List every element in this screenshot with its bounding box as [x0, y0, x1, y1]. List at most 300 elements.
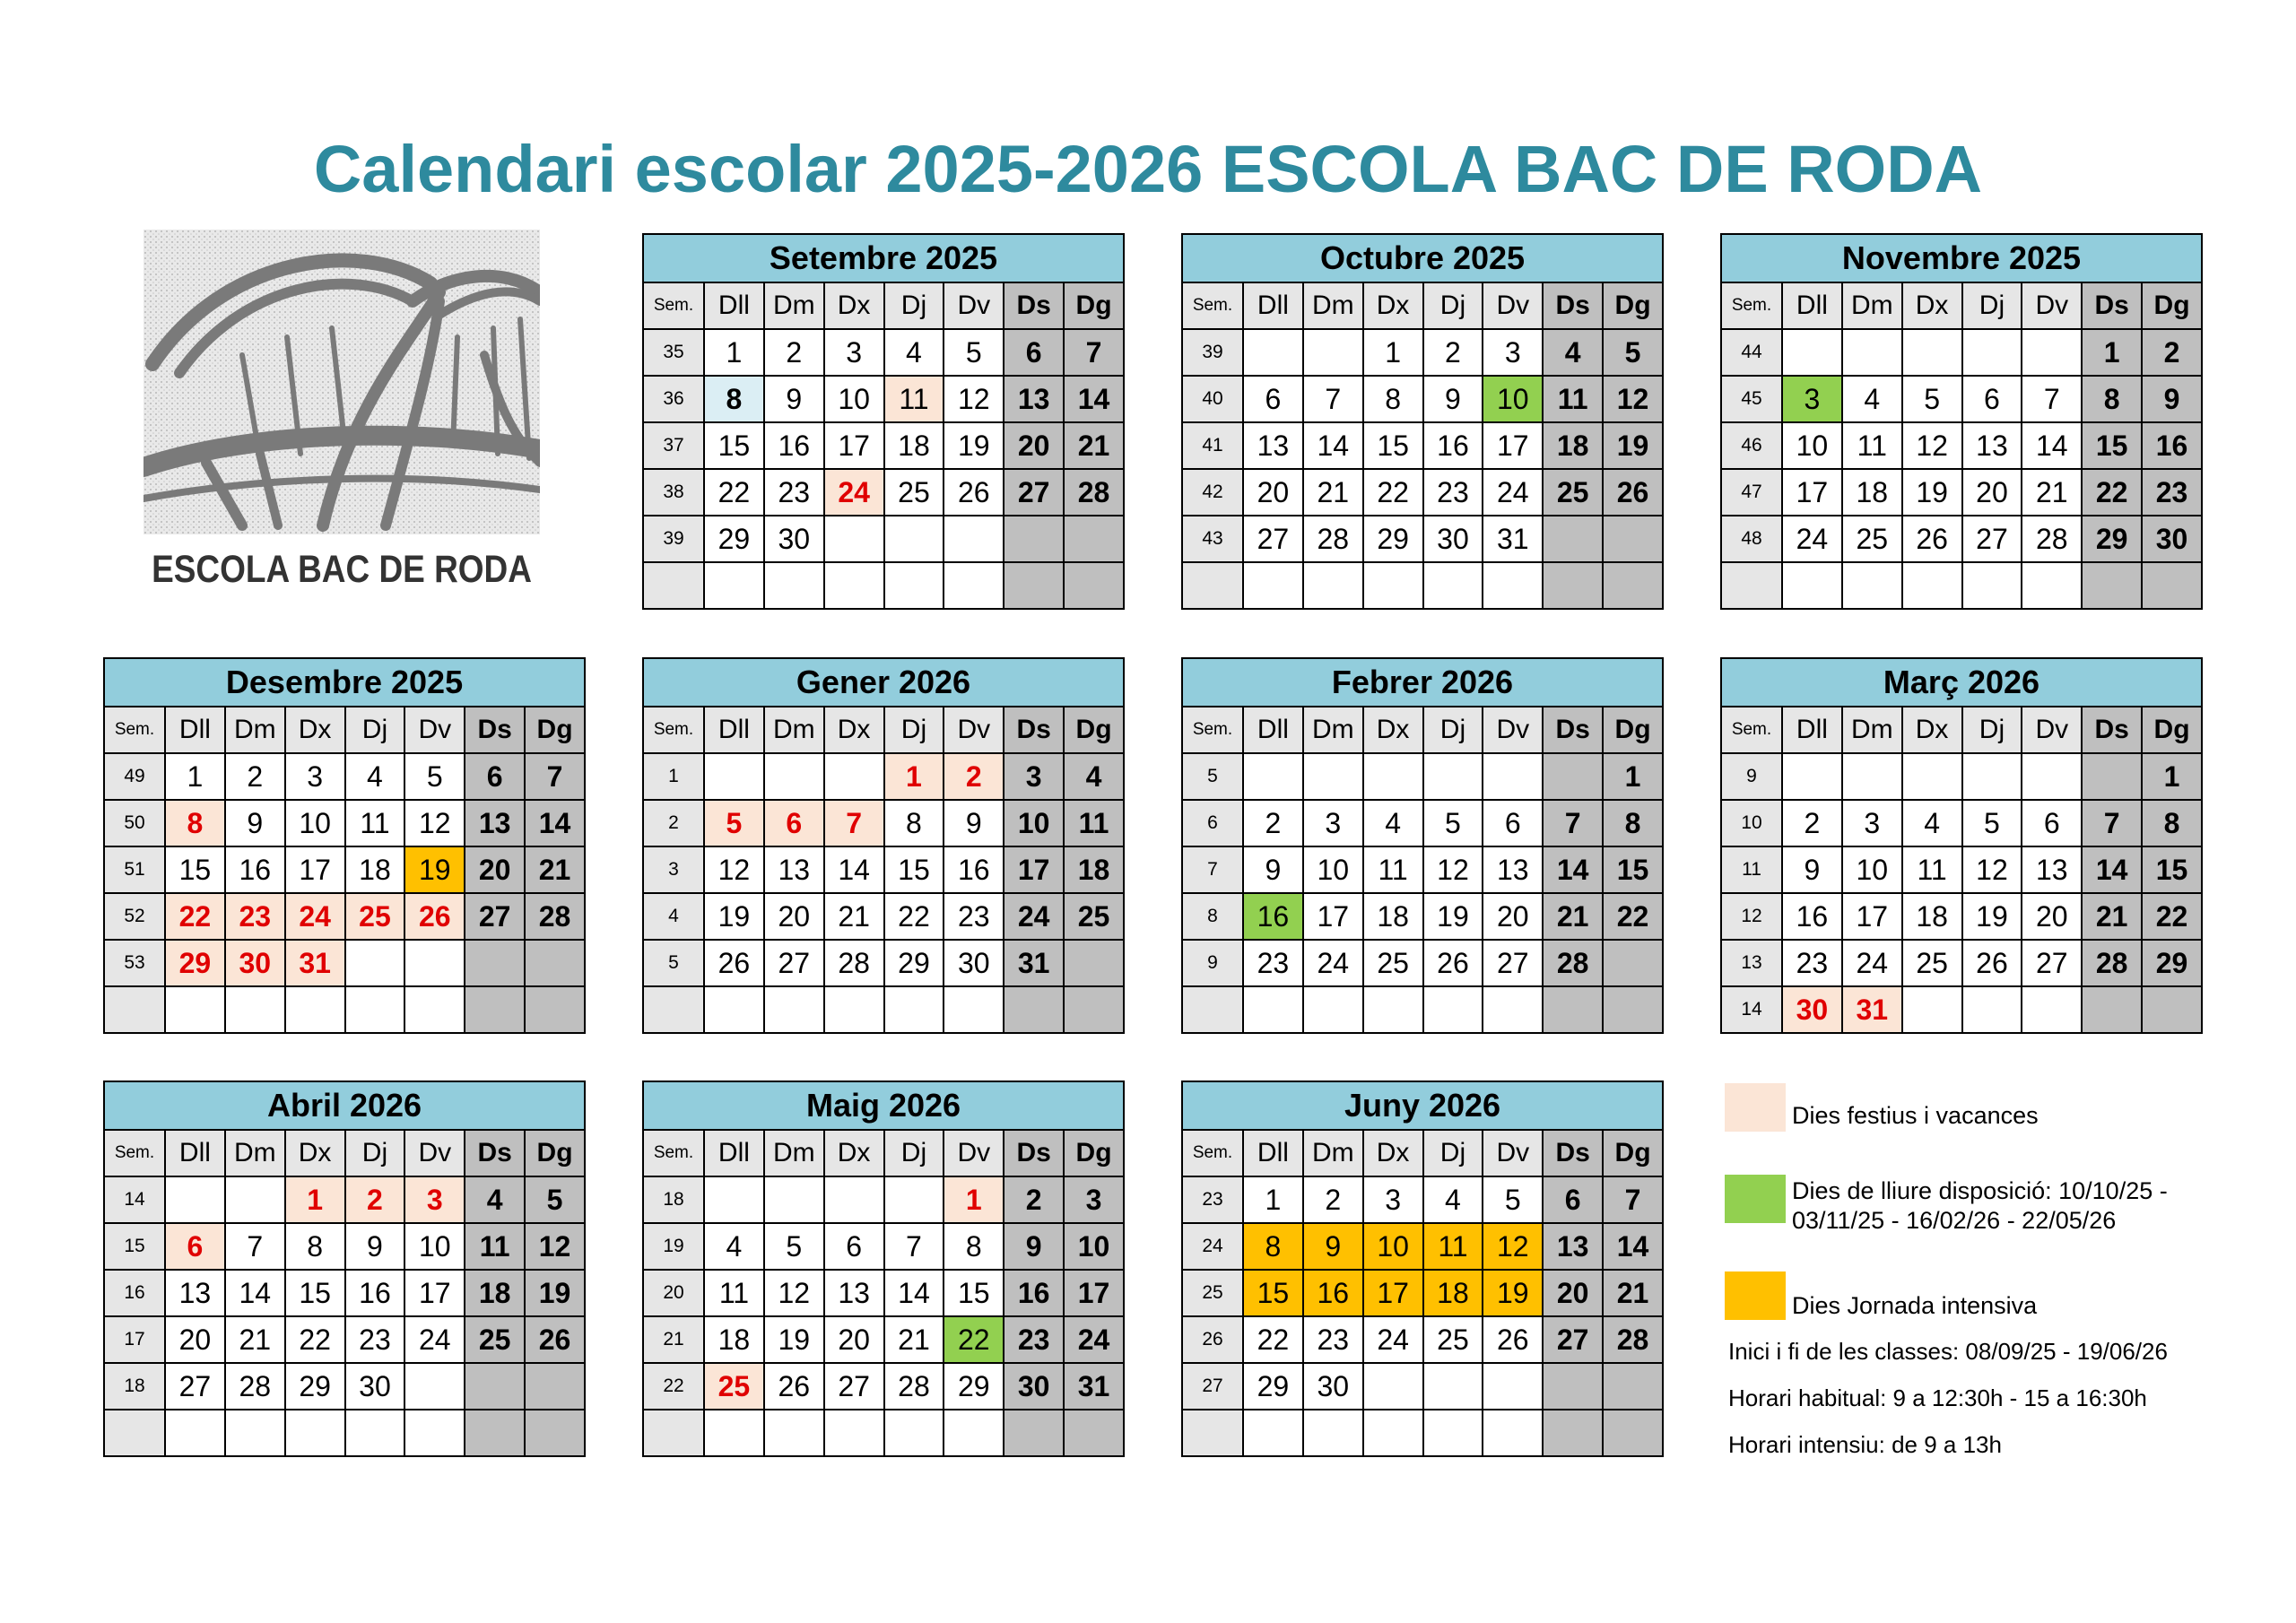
day-cell: 12 [1483, 1223, 1543, 1270]
day-header: Dx [1363, 707, 1423, 753]
day-cell [1243, 562, 1303, 609]
day-cell [2022, 986, 2082, 1033]
day-cell: 14 [1603, 1223, 1663, 1270]
day-cell: 28 [1303, 516, 1363, 562]
day-cell: 3 [824, 329, 884, 376]
day-cell: 13 [764, 846, 824, 893]
day-cell: 16 [1243, 893, 1303, 940]
week-number: 18 [643, 1176, 704, 1223]
day-cell: 13 [1243, 422, 1303, 469]
day-cell: 28 [884, 1363, 944, 1410]
week-number: 49 [104, 753, 165, 800]
day-cell [285, 1410, 345, 1456]
day-cell: 29 [2082, 516, 2142, 562]
day-header: Dv [944, 1130, 1004, 1176]
day-cell [1782, 329, 1842, 376]
day-header: Dm [764, 707, 824, 753]
day-cell: 2 [1303, 1176, 1363, 1223]
week-number [104, 1410, 165, 1456]
day-cell: 11 [465, 1223, 525, 1270]
day-cell: 21 [824, 893, 884, 940]
day-cell: 16 [1782, 893, 1842, 940]
day-cell: 27 [1004, 469, 1064, 516]
day-cell: 4 [1902, 800, 1962, 846]
day-cell: 21 [2022, 469, 2082, 516]
day-cell [764, 753, 824, 800]
day-cell [1363, 1410, 1423, 1456]
week-number [1721, 562, 1782, 609]
day-header: Dj [884, 1130, 944, 1176]
day-cell: 22 [1363, 469, 1423, 516]
day-cell: 15 [944, 1270, 1004, 1316]
day-cell: 13 [465, 800, 525, 846]
day-cell: 17 [824, 422, 884, 469]
day-cell: 19 [1902, 469, 1962, 516]
week-header: Sem. [643, 707, 704, 753]
day-cell: 1 [1603, 753, 1663, 800]
day-cell: 25 [1423, 1316, 1483, 1363]
day-cell [1902, 329, 1962, 376]
day-header: Dv [944, 282, 1004, 329]
day-cell: 7 [525, 753, 585, 800]
week-number: 14 [1721, 986, 1782, 1033]
week-number: 14 [104, 1176, 165, 1223]
legend-lliure-label: Dies de lliure disposició: 10/10/25 - 03/11/25 - 16/02/26 - 22/05/26 [1792, 1177, 2168, 1234]
week-header: Sem. [1182, 1130, 1243, 1176]
day-cell: 4 [1423, 1176, 1483, 1223]
day-cell: 26 [944, 469, 1004, 516]
week-header: Sem. [1721, 282, 1782, 329]
day-cell [465, 1410, 525, 1456]
day-cell: 9 [1782, 846, 1842, 893]
month-calendar [1720, 233, 2203, 610]
day-cell: 2 [1243, 800, 1303, 846]
day-cell [1303, 1410, 1363, 1456]
week-header: Sem. [1182, 707, 1243, 753]
day-cell: 27 [1962, 516, 2022, 562]
day-cell: 18 [1363, 893, 1423, 940]
day-cell: 19 [404, 846, 465, 893]
day-cell: 24 [1483, 469, 1543, 516]
day-cell: 17 [404, 1270, 465, 1316]
day-cell: 30 [2142, 516, 2202, 562]
day-cell: 3 [404, 1176, 465, 1223]
day-cell: 4 [884, 329, 944, 376]
info-horari: Horari habitual: 9 a 12:30h - 15 a 16:30h [1728, 1384, 2147, 1411]
day-cell: 19 [1962, 893, 2022, 940]
day-header: Ds [1543, 707, 1603, 753]
week-number: 35 [643, 329, 704, 376]
day-cell: 18 [345, 846, 405, 893]
month-title: Desembre 2025 [104, 658, 585, 707]
day-cell: 12 [1423, 846, 1483, 893]
day-cell: 25 [465, 1316, 525, 1363]
day-cell: 17 [1363, 1270, 1423, 1316]
day-header: Dx [824, 707, 884, 753]
day-cell: 31 [1004, 940, 1064, 986]
day-cell: 7 [1603, 1176, 1663, 1223]
day-cell: 1 [165, 753, 225, 800]
month-calendar [103, 657, 586, 1034]
day-cell: 24 [1303, 940, 1363, 986]
day-header: Dg [2142, 707, 2202, 753]
month-title: Setembre 2025 [643, 234, 1124, 282]
day-cell [2022, 329, 2082, 376]
day-cell: 29 [944, 1363, 1004, 1410]
day-cell: 19 [1603, 422, 1663, 469]
day-cell: 20 [2022, 893, 2082, 940]
day-cell: 14 [884, 1270, 944, 1316]
day-cell: 30 [1303, 1363, 1363, 1410]
day-cell: 2 [1782, 800, 1842, 846]
day-cell [824, 516, 884, 562]
day-header: Dx [824, 1130, 884, 1176]
day-cell: 24 [824, 469, 884, 516]
day-cell: 21 [2082, 893, 2142, 940]
month-calendar [1181, 657, 1664, 1034]
day-cell: 17 [1064, 1270, 1124, 1316]
day-cell: 25 [1363, 940, 1423, 986]
day-cell [1303, 329, 1363, 376]
month-title: Febrer 2026 [1182, 658, 1663, 707]
day-cell: 4 [1842, 376, 1902, 422]
day-cell: 7 [2082, 800, 2142, 846]
day-cell: 26 [1423, 940, 1483, 986]
day-cell: 20 [764, 893, 824, 940]
week-number: 43 [1182, 516, 1243, 562]
day-cell: 22 [2082, 469, 2142, 516]
day-cell: 6 [1004, 329, 1064, 376]
day-header: Dm [225, 707, 285, 753]
day-cell: 8 [1363, 376, 1423, 422]
day-cell: 17 [1303, 893, 1363, 940]
day-cell: 3 [1004, 753, 1064, 800]
day-cell: 22 [1243, 1316, 1303, 1363]
day-cell: 11 [1423, 1223, 1483, 1270]
day-cell: 8 [1603, 800, 1663, 846]
legend-festius-label: Dies festius i vacances [1792, 1102, 2039, 1129]
day-cell: 28 [225, 1363, 285, 1410]
day-cell: 12 [1603, 376, 1663, 422]
day-cell: 13 [1483, 846, 1543, 893]
day-cell [1603, 1410, 1663, 1456]
day-cell: 3 [1483, 329, 1543, 376]
week-number: 46 [1721, 422, 1782, 469]
day-header: Dg [1064, 1130, 1124, 1176]
day-cell: 5 [1962, 800, 2022, 846]
day-cell [704, 562, 764, 609]
week-number: 12 [1721, 893, 1782, 940]
week-number: 47 [1721, 469, 1782, 516]
day-cell: 28 [1603, 1316, 1663, 1363]
day-cell: 4 [1363, 800, 1423, 846]
day-header: Dm [1303, 1130, 1363, 1176]
day-cell: 13 [824, 1270, 884, 1316]
day-cell: 17 [1004, 846, 1064, 893]
day-cell: 21 [1064, 422, 1124, 469]
day-cell: 11 [1842, 422, 1902, 469]
day-cell [2022, 562, 2082, 609]
day-cell: 13 [2022, 846, 2082, 893]
day-cell: 8 [884, 800, 944, 846]
day-header: Dll [1243, 1130, 1303, 1176]
day-cell [1423, 753, 1483, 800]
week-number [643, 1410, 704, 1456]
day-cell [1603, 986, 1663, 1033]
week-number: 8 [1182, 893, 1243, 940]
day-cell: 8 [2142, 800, 2202, 846]
day-header: Dv [1483, 707, 1543, 753]
day-cell: 27 [465, 893, 525, 940]
day-cell [1543, 516, 1603, 562]
week-number: 19 [643, 1223, 704, 1270]
day-header: Dx [1902, 282, 1962, 329]
day-cell: 17 [1782, 469, 1842, 516]
day-cell: 5 [1902, 376, 1962, 422]
day-cell [1064, 986, 1124, 1033]
day-cell [884, 562, 944, 609]
day-cell [465, 986, 525, 1033]
day-cell [1243, 1410, 1303, 1456]
day-cell: 12 [525, 1223, 585, 1270]
day-cell: 18 [884, 422, 944, 469]
day-cell: 23 [2142, 469, 2202, 516]
day-cell: 13 [1543, 1223, 1603, 1270]
week-header: Sem. [1721, 707, 1782, 753]
day-cell [1423, 1363, 1483, 1410]
day-cell: 8 [2082, 376, 2142, 422]
day-cell [1423, 1410, 1483, 1456]
day-cell: 6 [2022, 800, 2082, 846]
day-cell [1543, 1410, 1603, 1456]
day-cell: 16 [1303, 1270, 1363, 1316]
day-cell: 20 [824, 1316, 884, 1363]
day-cell: 24 [1842, 940, 1902, 986]
day-cell [1363, 753, 1423, 800]
week-number [1182, 1410, 1243, 1456]
day-header: Dll [1243, 282, 1303, 329]
month-calendar [642, 233, 1125, 610]
day-cell: 25 [1902, 940, 1962, 986]
day-cell: 1 [285, 1176, 345, 1223]
day-cell [1962, 753, 2022, 800]
day-cell [704, 1176, 764, 1223]
day-cell: 1 [1243, 1176, 1303, 1223]
day-cell: 11 [1902, 846, 1962, 893]
day-cell: 4 [465, 1176, 525, 1223]
day-cell [1782, 753, 1842, 800]
week-number [643, 562, 704, 609]
week-number: 25 [1182, 1270, 1243, 1316]
day-cell: 2 [1004, 1176, 1064, 1223]
day-cell [465, 940, 525, 986]
day-cell: 7 [225, 1223, 285, 1270]
day-cell: 7 [1303, 376, 1363, 422]
day-cell: 6 [165, 1223, 225, 1270]
week-header: Sem. [1182, 282, 1243, 329]
day-cell [1962, 986, 2022, 1033]
day-cell [404, 1410, 465, 1456]
day-cell: 31 [1842, 986, 1902, 1033]
day-cell: 14 [2082, 846, 2142, 893]
day-cell: 28 [2022, 516, 2082, 562]
day-cell: 9 [1303, 1223, 1363, 1270]
month-calendar [103, 1081, 586, 1457]
day-cell: 26 [1962, 940, 2022, 986]
week-number: 51 [104, 846, 165, 893]
day-cell [1243, 329, 1303, 376]
day-header: Dv [404, 707, 465, 753]
day-cell: 15 [1363, 422, 1423, 469]
day-header: Dj [1962, 282, 2022, 329]
day-cell: 9 [944, 800, 1004, 846]
day-cell [165, 986, 225, 1033]
day-cell: 12 [944, 376, 1004, 422]
month-calendar [1720, 657, 2203, 1034]
day-header: Dll [1243, 707, 1303, 753]
legend-intensiva-swatch [1725, 1271, 1786, 1320]
day-cell [1004, 516, 1064, 562]
day-cell: 20 [465, 846, 525, 893]
day-header: Dj [345, 1130, 405, 1176]
day-cell: 26 [1603, 469, 1663, 516]
day-cell [2082, 753, 2142, 800]
day-cell: 24 [1064, 1316, 1124, 1363]
day-cell: 29 [285, 1363, 345, 1410]
week-number: 18 [104, 1363, 165, 1410]
day-cell [824, 1176, 884, 1223]
day-cell: 10 [1303, 846, 1363, 893]
week-number [643, 986, 704, 1033]
day-header: Dg [1603, 282, 1663, 329]
day-cell [1543, 986, 1603, 1033]
day-cell: 20 [1243, 469, 1303, 516]
day-cell: 26 [1483, 1316, 1543, 1363]
week-number: 1 [643, 753, 704, 800]
day-header: Dj [345, 707, 405, 753]
legend-festius-swatch [1725, 1083, 1786, 1132]
day-cell [1543, 1363, 1603, 1410]
day-cell: 10 [1363, 1223, 1423, 1270]
day-cell: 4 [1543, 329, 1603, 376]
day-header: Ds [1004, 282, 1064, 329]
day-header: Dv [1483, 282, 1543, 329]
day-header: Dx [1363, 282, 1423, 329]
day-header: Dll [704, 707, 764, 753]
day-header: Dg [1603, 707, 1663, 753]
week-number: 9 [1721, 753, 1782, 800]
day-cell: 29 [704, 516, 764, 562]
day-cell: 5 [1423, 800, 1483, 846]
day-cell: 11 [884, 376, 944, 422]
day-cell: 27 [2022, 940, 2082, 986]
day-header: Dg [525, 707, 585, 753]
day-cell: 18 [1064, 846, 1124, 893]
day-cell: 23 [1303, 1316, 1363, 1363]
week-number: 4 [643, 893, 704, 940]
day-cell: 22 [165, 893, 225, 940]
day-cell: 24 [1782, 516, 1842, 562]
week-number: 13 [1721, 940, 1782, 986]
day-cell: 5 [1603, 329, 1663, 376]
day-cell: 25 [345, 893, 405, 940]
day-cell: 27 [764, 940, 824, 986]
day-cell: 18 [704, 1316, 764, 1363]
day-cell [884, 1410, 944, 1456]
day-cell: 29 [1363, 516, 1423, 562]
day-cell [225, 986, 285, 1033]
day-cell: 11 [704, 1270, 764, 1316]
day-cell [1243, 753, 1303, 800]
day-cell [1423, 986, 1483, 1033]
day-cell: 21 [1303, 469, 1363, 516]
day-cell [1363, 986, 1423, 1033]
day-cell: 26 [525, 1316, 585, 1363]
day-header: Dll [704, 1130, 764, 1176]
day-cell: 24 [404, 1316, 465, 1363]
week-number: 40 [1182, 376, 1243, 422]
day-cell [225, 1176, 285, 1223]
day-cell: 23 [1782, 940, 1842, 986]
day-header: Dj [1423, 707, 1483, 753]
day-cell: 10 [1483, 376, 1543, 422]
day-cell: 8 [704, 376, 764, 422]
day-cell [1603, 516, 1663, 562]
day-cell: 2 [2142, 329, 2202, 376]
day-header: Dg [2142, 282, 2202, 329]
day-cell: 18 [1902, 893, 1962, 940]
day-header: Ds [1543, 282, 1603, 329]
day-cell: 3 [1363, 1176, 1423, 1223]
week-number [104, 986, 165, 1033]
day-cell: 12 [404, 800, 465, 846]
day-cell: 30 [1004, 1363, 1064, 1410]
day-cell: 15 [1243, 1270, 1303, 1316]
day-cell: 14 [1064, 376, 1124, 422]
day-cell: 10 [404, 1223, 465, 1270]
day-cell: 5 [704, 800, 764, 846]
week-number: 22 [643, 1363, 704, 1410]
day-cell: 29 [165, 940, 225, 986]
day-header: Dg [1064, 282, 1124, 329]
day-cell [704, 1410, 764, 1456]
day-cell [2142, 986, 2202, 1033]
day-cell [525, 986, 585, 1033]
day-cell: 3 [285, 753, 345, 800]
day-cell: 1 [2142, 753, 2202, 800]
week-number: 3 [643, 846, 704, 893]
day-cell [2082, 986, 2142, 1033]
day-cell: 14 [824, 846, 884, 893]
day-cell [1842, 753, 1902, 800]
day-cell [1004, 1410, 1064, 1456]
day-cell: 26 [1902, 516, 1962, 562]
day-cell: 12 [704, 846, 764, 893]
day-cell [404, 940, 465, 986]
day-cell: 9 [2142, 376, 2202, 422]
day-cell: 16 [944, 846, 1004, 893]
day-header: Dm [1842, 282, 1902, 329]
day-cell: 23 [225, 893, 285, 940]
week-number: 11 [1721, 846, 1782, 893]
day-cell: 1 [1363, 329, 1423, 376]
week-number: 2 [643, 800, 704, 846]
day-cell: 28 [1064, 469, 1124, 516]
day-cell: 23 [345, 1316, 405, 1363]
day-cell [944, 562, 1004, 609]
day-cell: 24 [285, 893, 345, 940]
day-cell [1064, 1410, 1124, 1456]
